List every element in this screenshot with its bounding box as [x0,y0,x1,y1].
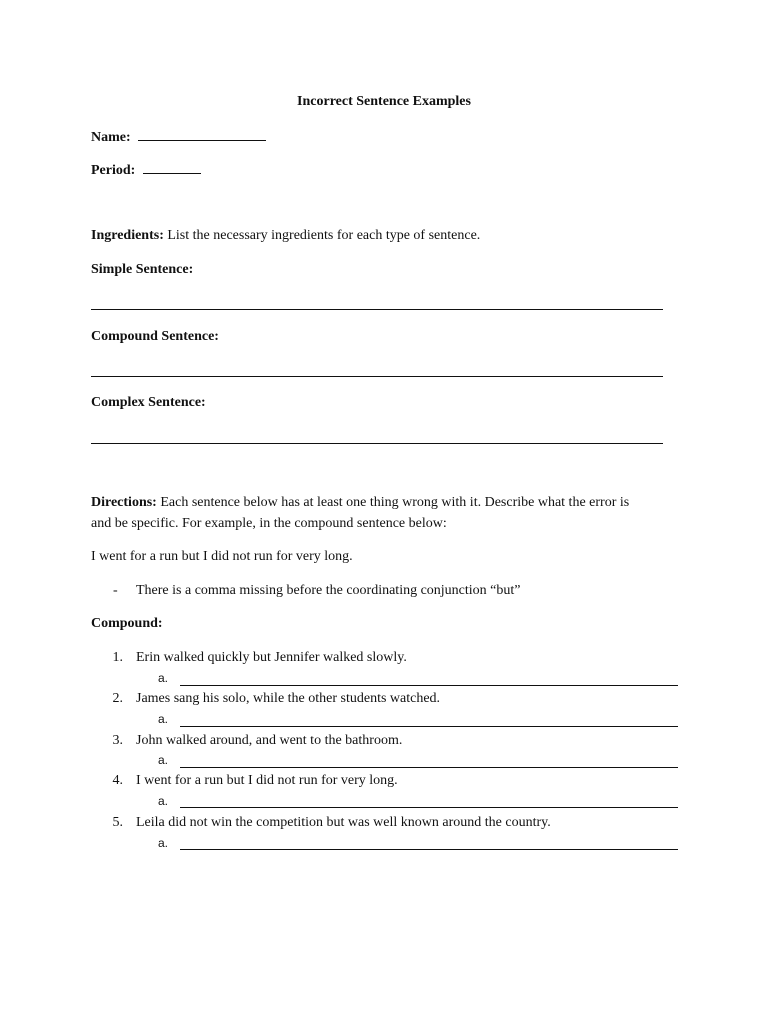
item-sub-letter: a. [158,753,169,767]
ingredients-text: List the necessary ingredients for each type of sentence. [167,228,481,243]
item-answer-line[interactable] [180,685,678,686]
item-number: 3. [112,733,123,748]
compound-sentence-label: Compound Sentence: [91,329,219,344]
complex-sentence-answer-line[interactable] [91,443,663,444]
period-blank-line[interactable] [143,161,201,174]
item-answer-line[interactable] [180,726,678,727]
name-blank-line[interactable] [138,128,266,141]
simple-sentence-label: Simple Sentence: [91,262,194,277]
item-sentence: Leila did not win the competition but was well known around the country. [136,815,551,830]
item-sub-letter: a. [158,671,169,685]
item-sub-letter: a. [158,712,169,726]
directions-text-1: Each sentence below has at least one thing wrong with it. Describe what the error is [160,495,630,510]
compound-label: Compound: [91,616,163,631]
item-sub-letter: a. [158,794,169,808]
example-answer: There is a comma missing before the coordinating conjunction “but” [136,583,521,598]
ingredients-label: Ingredients: [91,228,164,243]
directions-line-1 [91,495,629,511]
example-bullet: - [113,583,118,598]
period-label: Period: [91,163,136,178]
item-sub-letter: a. [158,836,169,850]
directions-text-2: and be specific. For example, in the compound sentence below: [91,516,447,531]
ingredients-row [91,228,480,244]
item-answer-line[interactable] [180,849,678,850]
item-sentence: I went for a run but I did not run for very long. [136,773,398,788]
item-number: 5. [112,815,123,830]
item-number: 2. [112,691,123,706]
example-sentence: I went for a run but I did not run for very long. [91,549,353,564]
name-field-row [91,128,266,146]
item-sentence: James sang his solo, while the other students watched. [136,691,441,706]
page-title: Incorrect Sentence Examples [297,94,471,109]
item-number: 1. [112,650,123,665]
period-field-row [91,161,201,179]
directions-label: Directions: [91,495,157,510]
item-sentence: John walked around, and went to the bathroom. [136,733,403,748]
item-answer-line[interactable] [180,767,678,768]
item-number: 4. [112,773,123,788]
item-sentence: Erin walked quickly but Jennifer walked slowly. [136,650,407,665]
item-answer-line[interactable] [180,807,678,808]
simple-sentence-answer-line[interactable] [91,309,663,310]
compound-sentence-answer-line[interactable] [91,376,663,377]
name-label: Name: [91,130,131,145]
complex-sentence-label: Complex Sentence: [91,395,206,410]
